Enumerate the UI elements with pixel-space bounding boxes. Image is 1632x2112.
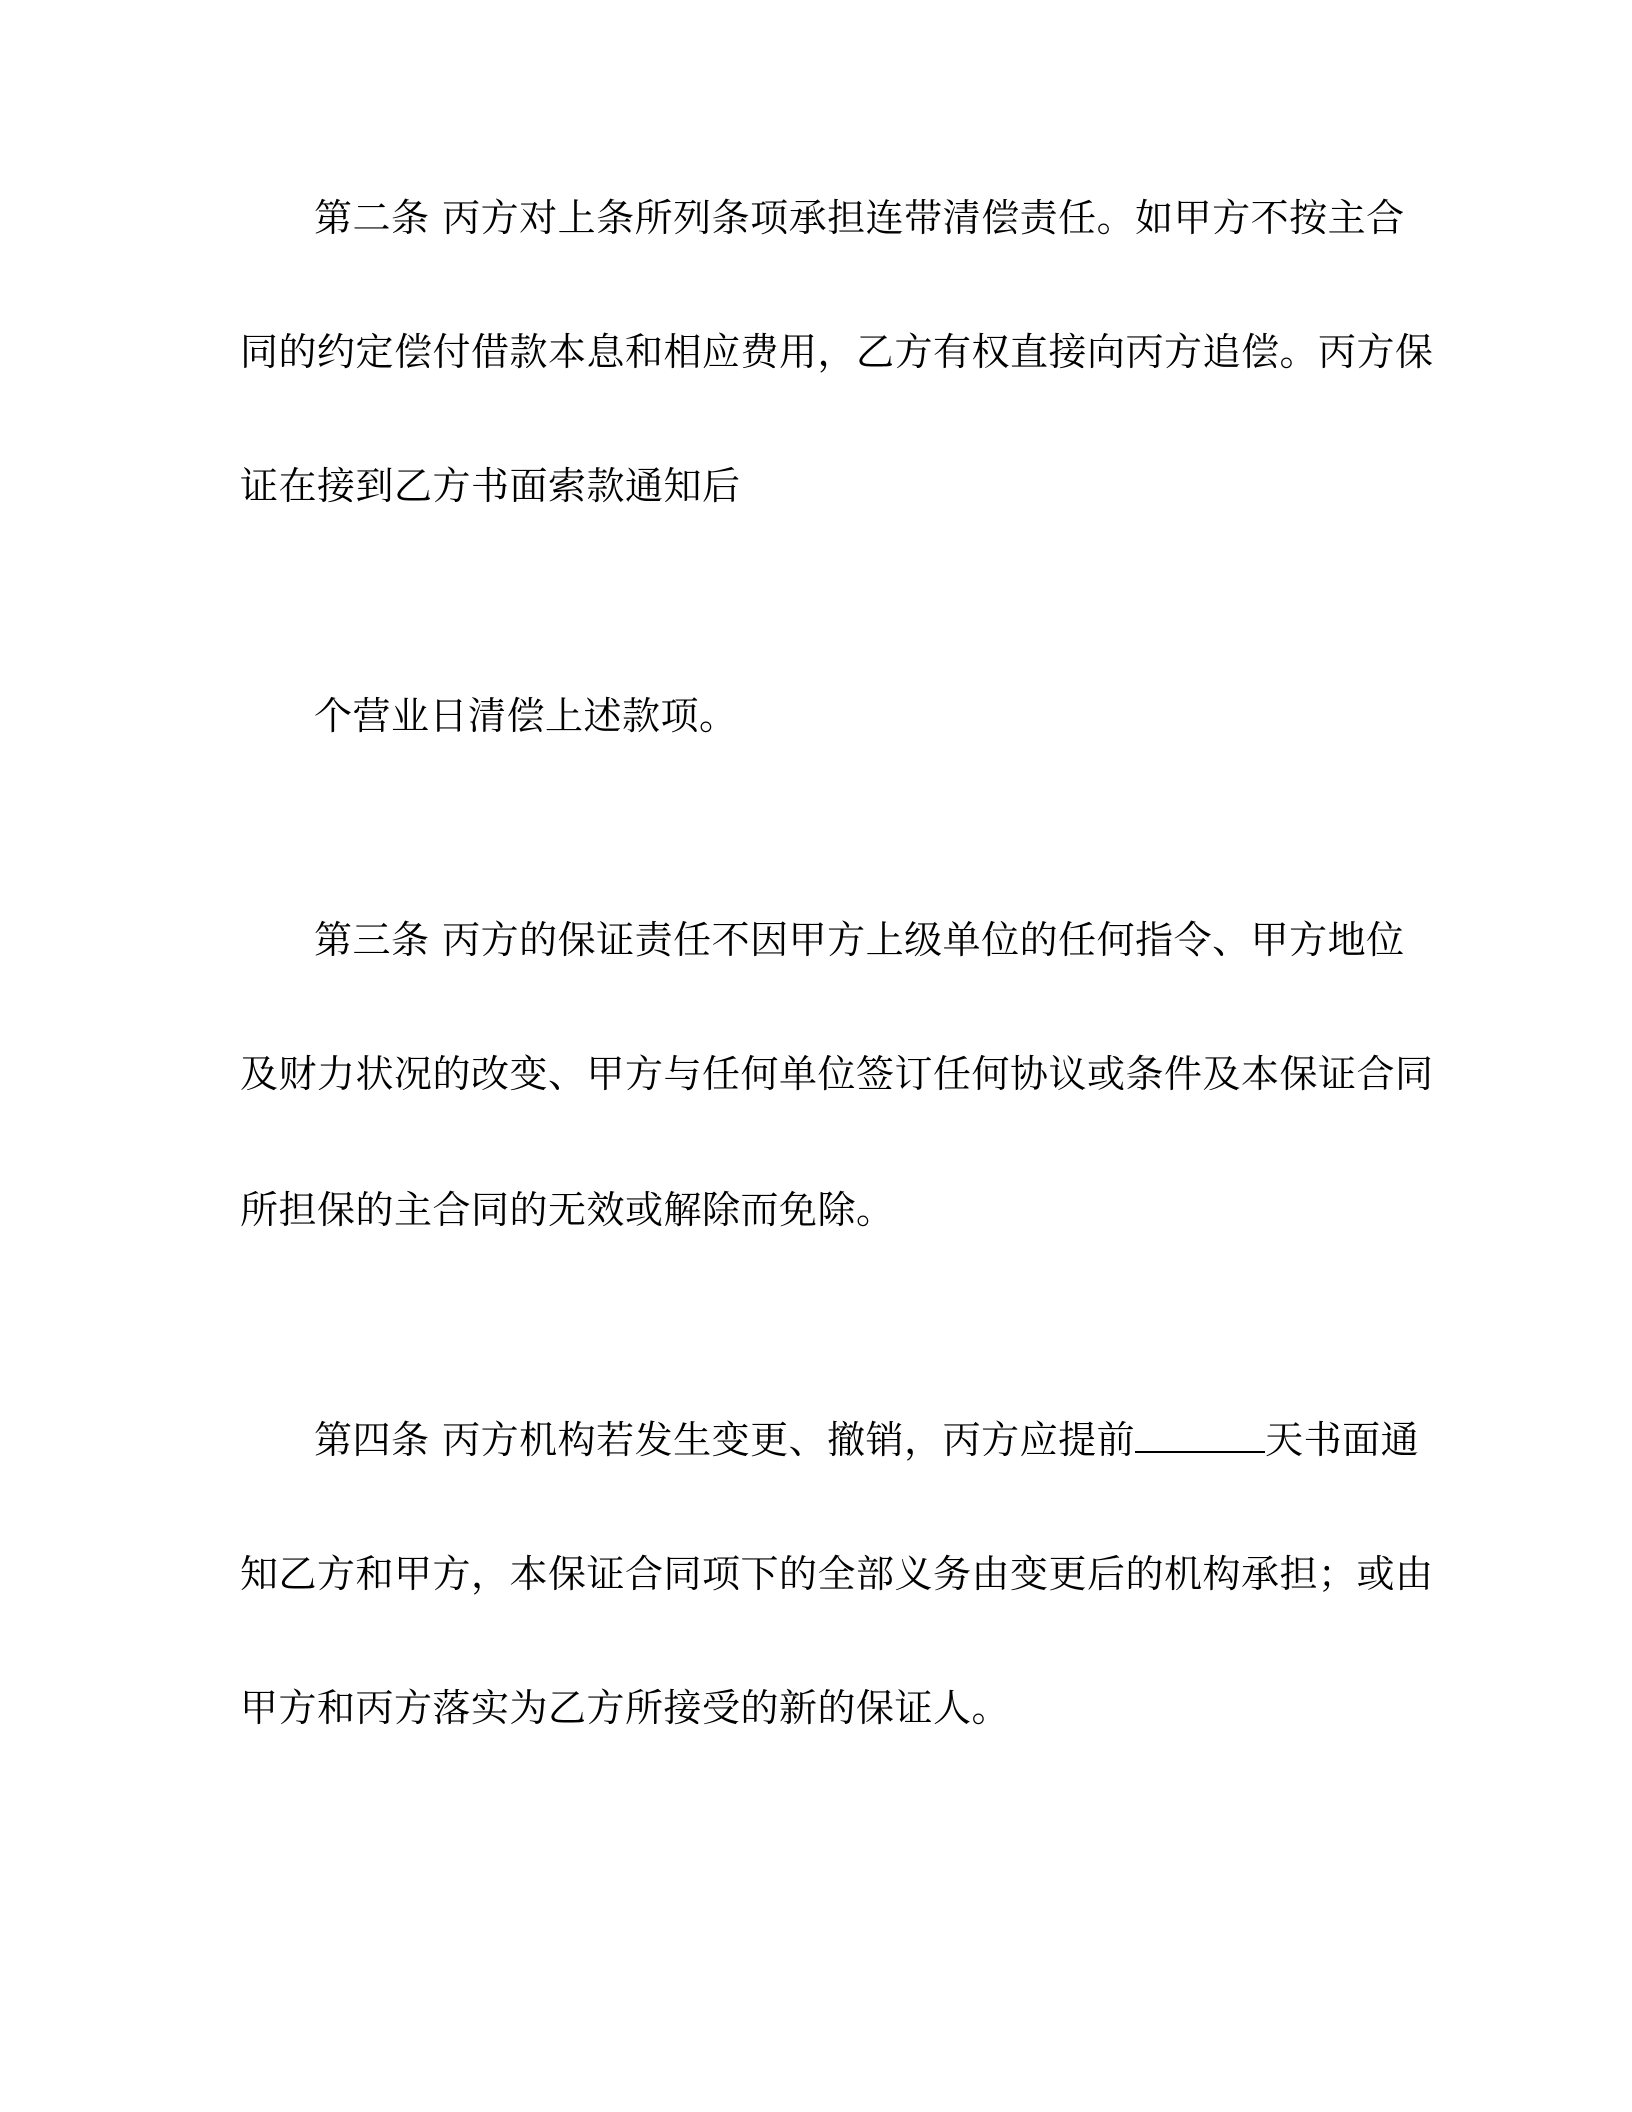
article-3-line-3: 所担保的主合同的无效或解除而免除。 <box>240 1188 895 1232</box>
article-2-line-2: 同的约定偿付借款本息和相应费用，乙方有权直接向丙方追偿。丙方保 <box>240 330 1434 374</box>
article-4-line-2: 知乙方和甲方，本保证合同项下的全部义务由变更后的机构承担；或由 <box>240 1552 1434 1596</box>
days-blank-field[interactable] <box>1135 1421 1265 1453</box>
article-4-line-3: 甲方和丙方落实为乙方所接受的新的保证人。 <box>240 1686 1011 1730</box>
article-4-line-1-text-after: 天书面通 <box>1265 1418 1420 1462</box>
article-4-line-1 <box>314 1418 1419 1462</box>
article-2-line-3: 证在接到乙方书面索款通知后 <box>240 464 741 508</box>
article-2-line-1: 第二条 丙方对上条所列条项承担连带清偿责任。如甲方不按主合 <box>314 196 1405 240</box>
article-2-line-4: 个营业日清偿上述款项。 <box>314 694 738 738</box>
article-4-line-1-text-before: 第四条 丙方机构若发生变更、撤销，丙方应提前 <box>314 1418 1136 1462</box>
article-3-line-2: 及财力状况的改变、甲方与任何单位签订任何协议或条件及本保证合同 <box>240 1052 1434 1096</box>
article-3-line-1: 第三条 丙方的保证责任不因甲方上级单位的任何指令、甲方地位 <box>314 918 1405 962</box>
